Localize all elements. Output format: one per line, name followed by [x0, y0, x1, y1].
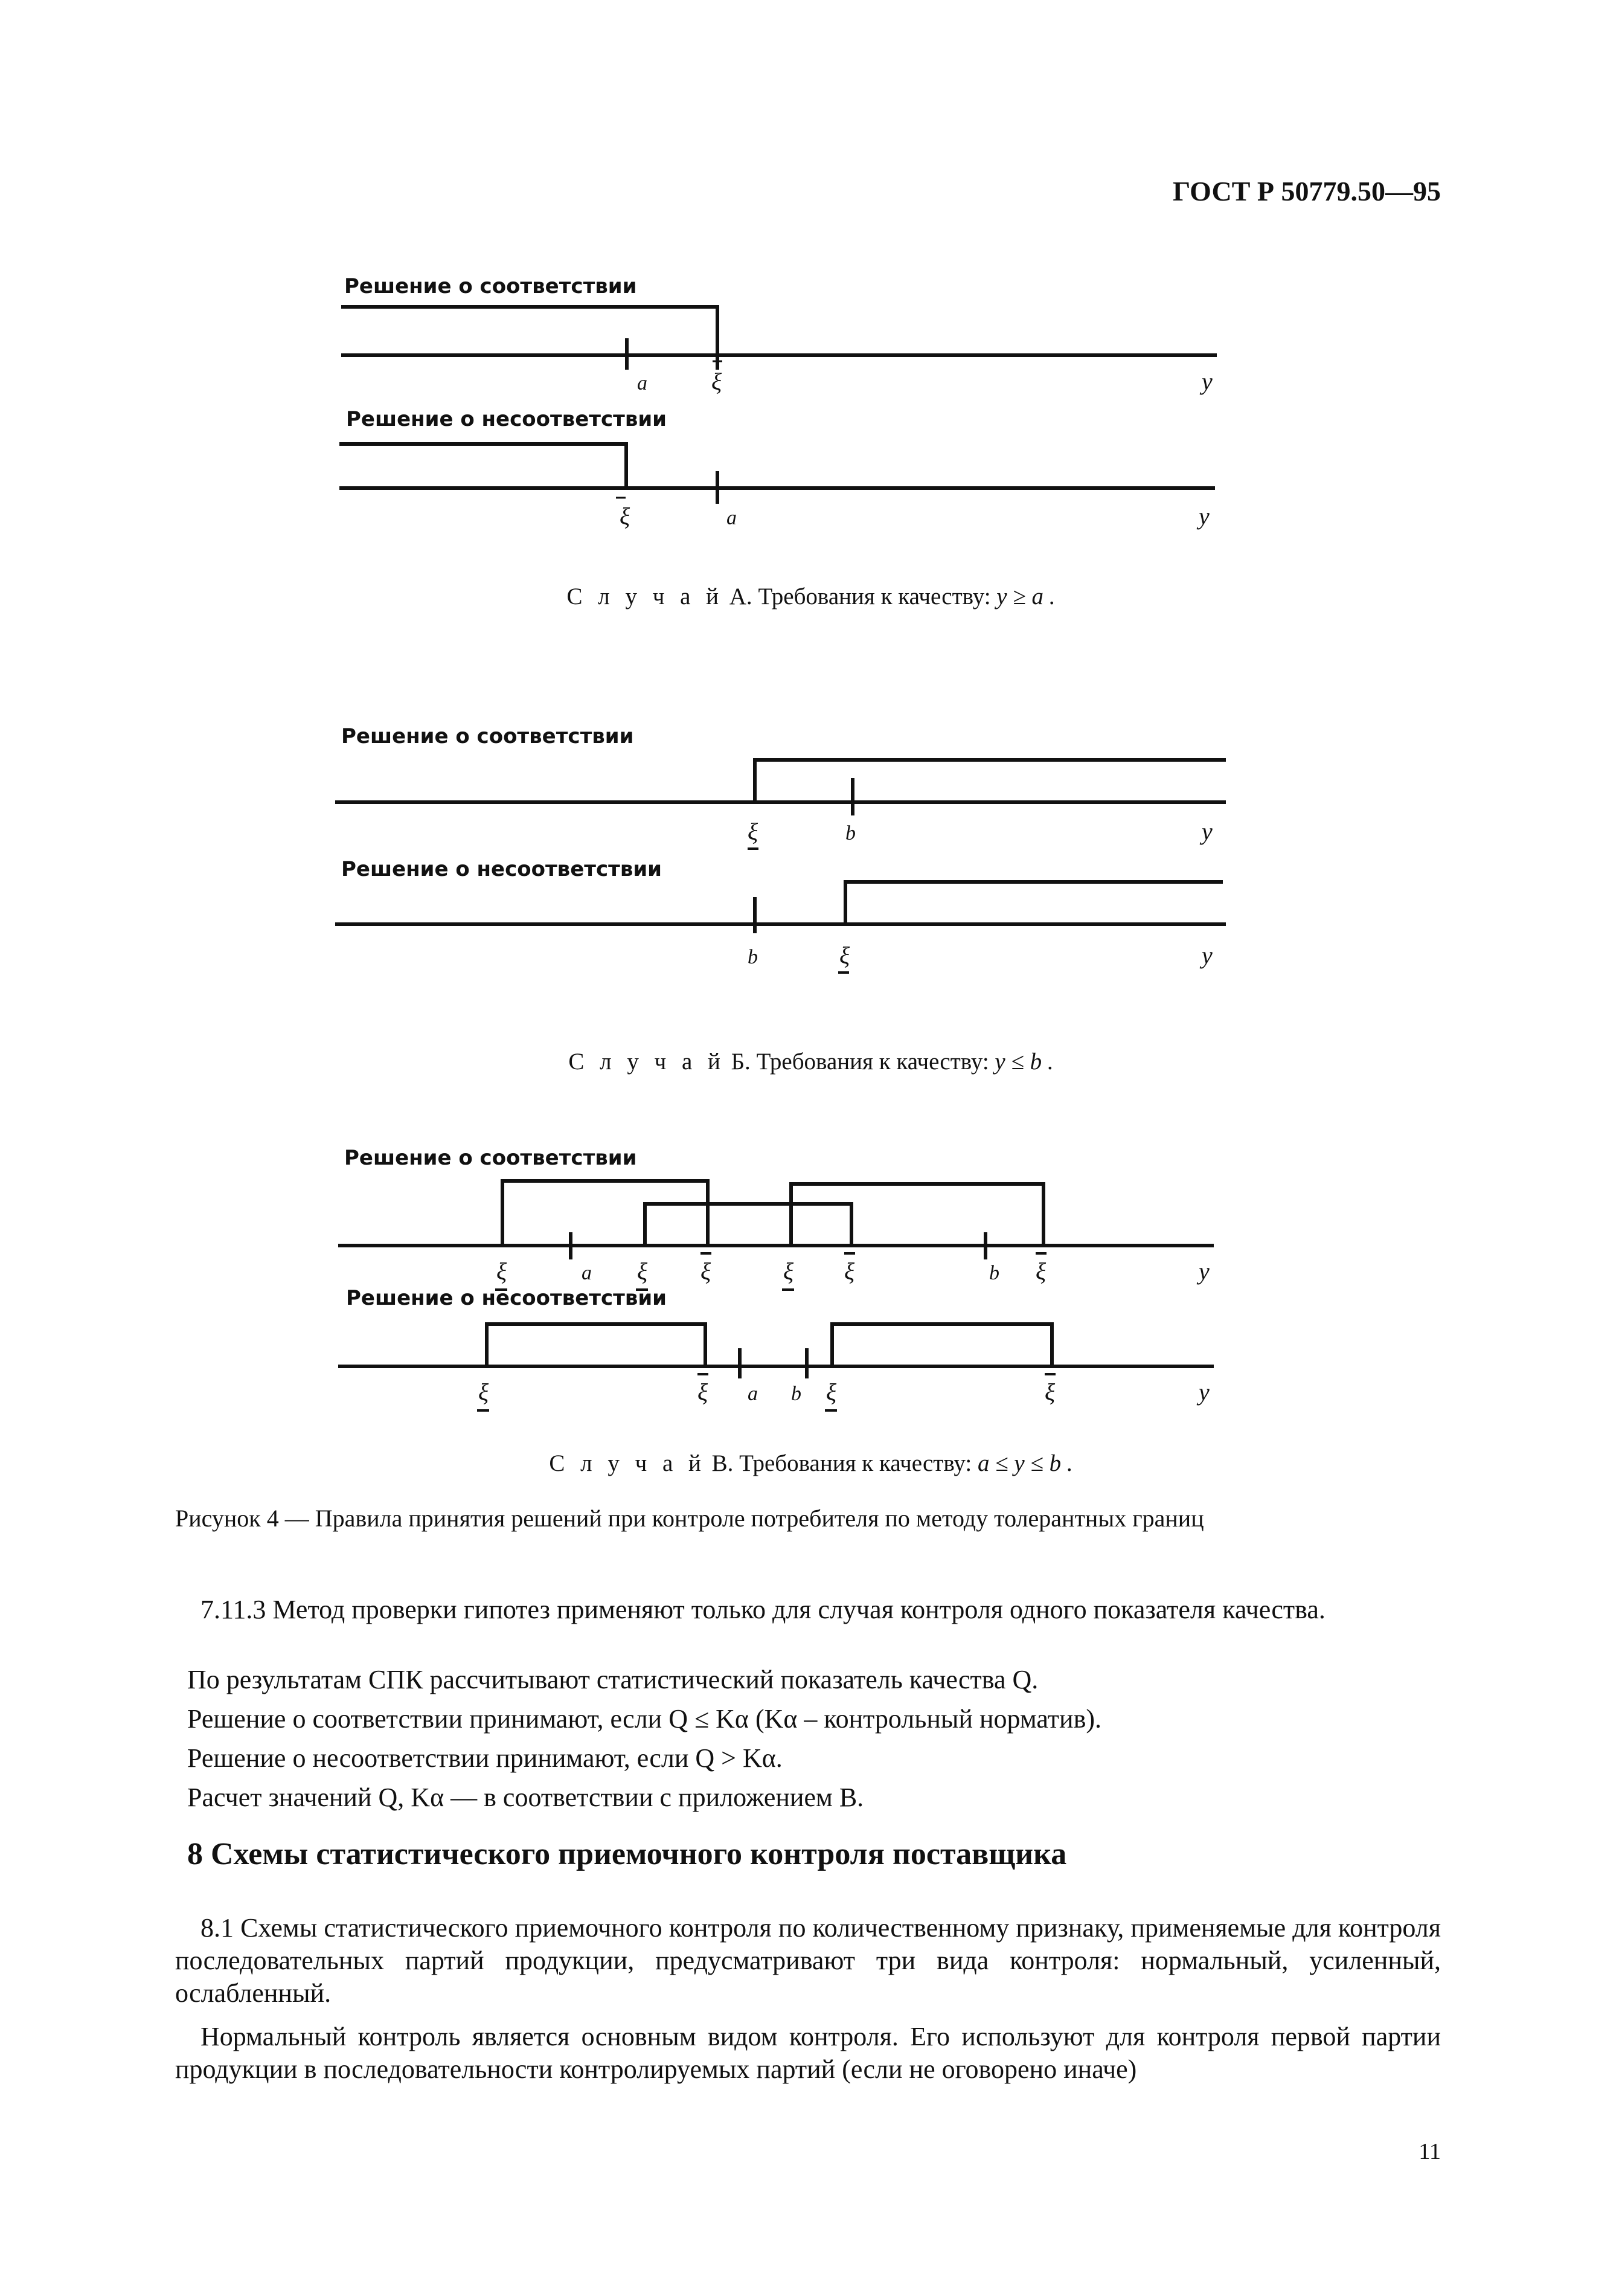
text-line: По результатам СПК рассчитывают статистический показатель качества Q.: [187, 1665, 1039, 1694]
label-y: y: [1199, 1258, 1210, 1285]
section-heading: 8 Схемы статистического приемочного контроля поставщика: [187, 1837, 1067, 1871]
label-y: y: [1202, 818, 1213, 845]
label-conform: Решение о соответствии: [344, 274, 637, 298]
label-xi: ξ: [637, 1258, 648, 1285]
nonconform-step: [845, 882, 1223, 924]
label-nonconform: Решение о несоответствии: [346, 1286, 667, 1310]
conform-interval: [791, 1184, 1043, 1246]
text-line: Решение о несоответствии принимают, если Q > Kα.: [187, 1743, 783, 1773]
label-xi: ξ: [620, 503, 630, 530]
label-xi: ξ: [711, 368, 722, 395]
label-xi: ξ: [478, 1378, 489, 1406]
label-b: b: [989, 1262, 999, 1284]
label-nonconform: Решение о несоответствии: [341, 857, 662, 881]
label-xi: ξ: [748, 818, 758, 845]
label-y: y: [1199, 1378, 1210, 1406]
label-nonconform: Решение о несоответствии: [346, 407, 667, 431]
label-a: a: [726, 507, 737, 529]
case-b-caption: С л у ч а й Б. Требования к качеству: y ≤ b .: [568, 1049, 1054, 1075]
paragraph: Нормальный контроль является основным видом контроля. Его используют для контроля первой партии продукции в последовательности контролируемых партий (если не оговорено иначе): [175, 2022, 1441, 2084]
label-xi: ξ: [826, 1378, 837, 1406]
label-xi: ξ: [697, 1378, 708, 1406]
paragraph-8-1: 8.1 Схемы статистического приемочного контроля по количественному признаку, применяемые для контроля последовательных партий продукции, предусматривают три вида контроля: нормальный, усиленный, ослабленный.: [175, 1913, 1441, 2008]
label-xi: ξ: [844, 1258, 855, 1285]
label-y: y: [1202, 368, 1213, 395]
label-y: y: [1199, 503, 1210, 530]
label-conform: Решение о соответствии: [344, 1146, 637, 1170]
conform-interval: [645, 1204, 851, 1246]
label-a: a: [748, 1383, 758, 1405]
label-xi: ξ: [496, 1258, 507, 1285]
label-b: b: [845, 822, 856, 844]
case-c-caption: С л у ч а й В. Требования к качеству: a ≤ y ≤ b .: [549, 1450, 1073, 1476]
label-b: b: [791, 1383, 801, 1405]
page-number: 11: [1418, 2139, 1441, 2164]
label-b: b: [748, 946, 758, 968]
label-y: y: [1202, 942, 1213, 969]
text-line: Решение о соответствии принимают, если Q ≤ Kα (Kα – контрольный норматив).: [187, 1704, 1102, 1734]
label-xi: ξ: [700, 1258, 711, 1285]
nonconform-interval: [487, 1324, 705, 1366]
paragraph-7-11-3: 7.11.3 Метод проверки гипотез применяют только для случая контроля одного показателя качества.: [200, 1595, 1325, 1624]
conform-interval: [502, 1181, 708, 1246]
conform-step: [755, 760, 1226, 802]
label-xi: ξ: [783, 1258, 794, 1285]
nonconform-step: [339, 444, 626, 488]
label-a: a: [637, 372, 647, 394]
label-xi: ξ: [839, 942, 850, 969]
text-line: Расчет значений Q, Kα — в соответствии с приложением В.: [187, 1783, 864, 1812]
conform-step: [341, 307, 717, 355]
label-conform: Решение о соответствии: [341, 724, 634, 748]
case-a-caption: С л у ч а й А. Требования к качеству: y ≥ a .: [566, 584, 1056, 609]
document-header: ГОСТ Р 50779.50—95: [1173, 176, 1441, 207]
label-xi: ξ: [1045, 1378, 1056, 1406]
figure-caption: Рисунок 4 — Правила принятия решений при контроле потребителя по методу толерантных границ: [175, 1505, 1204, 1532]
nonconform-interval: [832, 1324, 1052, 1366]
label-a: a: [582, 1262, 592, 1284]
label-xi: ξ: [1036, 1258, 1047, 1285]
